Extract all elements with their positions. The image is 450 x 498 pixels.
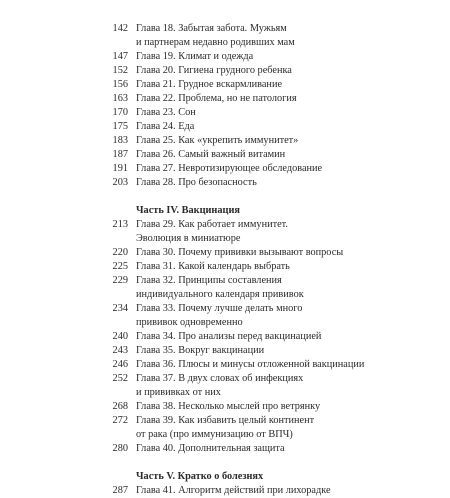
chapter-title: Глава 25. Как «укрепить иммунитет» [136, 135, 299, 146]
toc-entry-line [0, 330, 450, 344]
section-spacer [0, 456, 450, 470]
section-spacer [0, 190, 450, 204]
toc-entry-line [0, 414, 450, 428]
table-of-contents [0, 22, 450, 498]
chapter-title: Глава 32. Принципы составления [136, 275, 282, 286]
toc-entry-line [0, 148, 450, 162]
toc-entry-line [0, 484, 450, 498]
chapter-title: и прививках от них [136, 387, 221, 398]
chapter-title: Глава 27. Невротизирующее обследование [136, 163, 323, 174]
toc-entry-line [0, 316, 450, 330]
page-number: 175 [112, 121, 128, 132]
chapter-title: Глава 39. Как избавить целый континент [136, 415, 315, 426]
page-number: 272 [112, 415, 128, 426]
page-number: 229 [112, 275, 128, 286]
page-number: 183 [112, 135, 128, 146]
toc-entry-line [0, 78, 450, 92]
chapter-title: от рака (про иммунизацию от ВПЧ) [136, 429, 293, 440]
page-number: 152 [112, 65, 128, 76]
toc-entry-line [0, 120, 450, 134]
toc-entry-line [0, 162, 450, 176]
toc-entry-line [0, 92, 450, 106]
chapter-title: Глава 33. Почему лучше делать много [136, 303, 303, 314]
chapter-title: Глава 37. В двух словах об инфекциях [136, 373, 304, 384]
page-number: 147 [112, 51, 128, 62]
toc-entry-line [0, 358, 450, 372]
toc-entry-line [0, 274, 450, 288]
toc-entry-line [0, 302, 450, 316]
part-heading: Часть IV. Вакцинация [136, 205, 240, 216]
chapter-title: Эволюция в миниатюре [136, 233, 241, 244]
page-number: 191 [112, 163, 128, 174]
page-number: 225 [112, 261, 128, 272]
chapter-title: Глава 34. Про анализы перед вакцинацией [136, 331, 322, 342]
part-heading-row [0, 470, 450, 484]
page-number: 163 [112, 93, 128, 104]
toc-entry-line [0, 386, 450, 400]
part-heading-row [0, 204, 450, 218]
toc-entry-line [0, 50, 450, 64]
page-number: 170 [112, 107, 128, 118]
toc-entry-line [0, 288, 450, 302]
toc-entry-line [0, 218, 450, 232]
chapter-title: Глава 41. Алгоритм действий при лихорадке [136, 485, 331, 496]
part-heading: Часть V. Кратко о болезнях [136, 471, 264, 482]
page-number: 187 [112, 149, 128, 160]
toc-entry-line [0, 176, 450, 190]
chapter-title: Глава 35. Вокруг вакцинации [136, 345, 265, 356]
chapter-title: Глава 21. Грудное вскармливание [136, 79, 283, 90]
page-number: 243 [112, 345, 128, 356]
toc-entry-line [0, 36, 450, 50]
toc-entry-line [0, 400, 450, 414]
toc-entry-line [0, 22, 450, 36]
chapter-title: индивидуального календаря прививок [136, 289, 304, 300]
toc-entry-line [0, 344, 450, 358]
chapter-title: прививок одновременно [136, 317, 243, 328]
chapter-title: Глава 24. Еда [136, 121, 195, 132]
toc-entry-line [0, 428, 450, 442]
toc-entry-line [0, 372, 450, 386]
page-number: 142 [112, 23, 128, 34]
chapter-title: Глава 23. Сон [136, 107, 196, 118]
toc-entry-line [0, 64, 450, 78]
chapter-title: Глава 29. Как работает иммунитет. [136, 219, 288, 230]
chapter-title: Глава 31. Какой календарь выбрать [136, 261, 290, 272]
chapter-title: Глава 40. Дополнительная защита [136, 443, 285, 454]
page-number: 268 [112, 401, 128, 412]
chapter-title: и партнерам недавно родивших мам [136, 37, 295, 48]
page-number: 287 [112, 485, 128, 496]
page-number: 280 [112, 443, 128, 454]
page-number: 220 [112, 247, 128, 258]
toc-entry-line [0, 260, 450, 274]
page-number: 156 [112, 79, 128, 90]
chapter-title: Глава 38. Несколько мыслей про ветрянку [136, 401, 321, 412]
page-number: 234 [112, 303, 128, 314]
toc-entry-line [0, 134, 450, 148]
chapter-title: Глава 18. Забытая забота. Мужьям [136, 23, 287, 34]
chapter-title: Глава 22. Проблема, но не патология [136, 93, 297, 104]
chapter-title: Глава 30. Почему прививки вызывают вопросы [136, 247, 344, 258]
chapter-title: Глава 19. Климат и одежда [136, 51, 254, 62]
chapter-title: Глава 28. Про безопасность [136, 177, 257, 188]
toc-entry-line [0, 232, 450, 246]
toc-entry-line [0, 246, 450, 260]
page-number: 246 [112, 359, 128, 370]
page-number: 252 [112, 373, 128, 384]
page-number: 213 [112, 219, 128, 230]
toc-entry-line [0, 106, 450, 120]
page-number: 203 [112, 177, 128, 188]
page-number: 240 [112, 331, 128, 342]
toc-entry-line [0, 442, 450, 456]
chapter-title: Глава 26. Самый важный витамин [136, 149, 286, 160]
chapter-title: Глава 20. Гигиена грудного ребенка [136, 65, 292, 76]
chapter-title: Глава 36. Плюсы и минусы отложенной вакцинации [136, 359, 365, 370]
